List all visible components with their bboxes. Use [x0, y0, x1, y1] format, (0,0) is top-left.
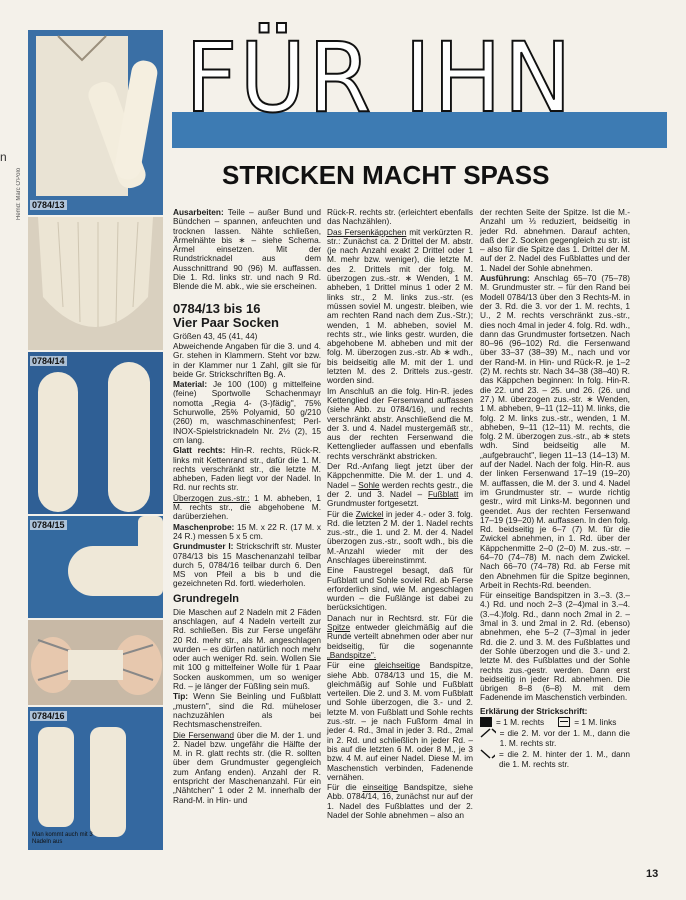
paragraph: Überzogen zus.-str.: 1 M. abheben, 1 M. rechts str., die abgehobene M. darüberziehen. [173, 492, 321, 522]
photo-sock-heel [28, 516, 163, 620]
legend-row: = die 2. M. vor der 1. M., dann die 1. M. rechts str. [480, 728, 630, 748]
paragraph: Eine Faustregel besagt, daß für Fußblatt und Sohle soviel Rd. ab Ferse erforderlich sind, wie M. angeschlagen wurden – die Fußlänge ist dabei zu berücksichtigen. [327, 565, 473, 613]
photo-caption: Man kommt auch mit 3 Nadeln aus [32, 832, 93, 845]
paragraph: Für einseitige Bandspitzen in 3.–3. (3.–4.) Rd. und noch 2–3 (2–4)mal in 3.–4. (3.–4.)folg. Rd., dann noch 2mal in 2. – 3mal in 3. und 2mal in 2. Rd. (ebenso) abnehmen, ehe 5–2 (7–3)mal in jeder Rd. die 2. und 3. M. des Fußblattes und der Sohle überzogen und die 3.- und 2. letzte M. des Fußblattes und der Sohle rechts zus.-gestr. werden. Dann erst beidseitig in jeder Rd. abnehmen. Die übrigen 8–8 (6–8) M. mit dem Fadenende im Maschenstich verbinden. [480, 590, 630, 703]
paragraph: Grundmuster I: Strickschrift str. Muster 0784/13 bis 15 Maschenanzahl teilbar durch 5, 0784/16 teilbar durch 6. Den MS von Pfeil a bis b und die gezeichneten Rd. fortl. wiederholen. [173, 541, 321, 589]
text-column-2 [327, 208, 473, 821]
paragraph: Für eine gleichseitige Bandspitze, siehe Abb. 0784/13 und 15, die M. gleichmäßig auf Sohle und Fußblatt verteilen. Die 2. und 3. M. vom Fußblatt und Sohle überzogen, die 3.- und 2. letzte M. von Fußblatt und Sohle rechts zus.-str. – je nach Fußform 4mal in jeder 4. Rd., 3mal in jeder 3. Rd., 2mal in 2. Rd. und schließlich in jeder Rd. – bis auf die letzten 6 M. oder 8 M., je 3 bzw. 4 M. auf einer Nadel. Diese M. im Maschenstich verbinden, Fadenende vernähen. [327, 660, 473, 782]
cross-back-symbol-icon [480, 749, 495, 759]
photo-label: 0784/15 [32, 520, 65, 530]
photo-knitting-hands [28, 620, 163, 707]
sock-shape [108, 362, 150, 512]
legend-title: Erklärung der Strickschrift: [480, 705, 588, 716]
subsection-heading: Grundregeln [173, 592, 240, 605]
photo-shirt-socks [28, 30, 163, 217]
legend [480, 717, 630, 769]
sock-toe-illustration [28, 217, 163, 350]
paragraph: Danach nur in Rechtsrd. str. Für die Spitze entweder gleichmäßig auf die Runde verteilt abnehmen oder aber nur beidseitig, für die sogenannte „Bandspitze". [327, 612, 473, 660]
photo-label: 0784/13 [32, 200, 65, 210]
legend-row: = die 2. M. hinter der 1. M., dann die 1. M. rechts str. [480, 749, 630, 769]
paragraph: Maschenprobe: 15 M. x 22 R. (17 M. x 24 R.) messen 5 x 5 cm. [173, 521, 321, 541]
page-title: FÜR IHN [185, 22, 574, 134]
page-number: 13 [646, 868, 659, 880]
paragraph: Die Fersenwand über die M. der 1. und 2. Nadel bzw. ungefähr die Hälfte der M. in R. glatt rechts str. (die R. sollten über dem Grundmuster gegengleich zum Anfang enden). Anzahl der R. entspricht der Maschenanzahl. Für ein „Nähtchen" 1 oder 2 M. innerhalb der Rand-M. in Hin- und [173, 729, 321, 805]
shirt-socks-illustration [28, 30, 163, 215]
sock-shape [90, 727, 126, 837]
paragraph: der rechten Seite der Spitze. Ist die M.-Anzahl um ⅓ reduziert, beidseitig in jeder Rd. abnehmen. Darauf achten, daß der 2. Socken gegengleich zu str. ist – also für die Spitze das 1. Drittel der M. auf der 2. Nadel des Fußblattes und der 1. Nadel der Sohle abnehmen. [480, 207, 630, 273]
paragraph: Ausführung: Anschlag 65–70 (75–78) M. Grundmuster str. – für den Rand bei Modell 0784/13 über den 3 Rechts-M. in der 3. Rd. die 3. vor der 1. M. rechts, 1 U., 2 M. rechts verschränkt zus.-str., dies noch 4mal in jeder 4. folg. Rd. wdh., dann das Grundmuster fortsetzen. Nach 80–96 (96–102) Rd. die Fersenwand über 33–37 (38–39) M., nach und vor der Rand-M. in Hin- und Rück-R. je 1–2 (2) M. rechts str. Nach 34–38 (38–40) R. das Käppchen beginnen: In folg. Hin-R. die 22. und 23. – 25. und 26. (26. und 27.) M. überzogen zus.-str. ∗ Wenden, 1 M. abheben, 9–11 (12–11) M. links, die folg. 2 M. links zus.-str., wenden, 1 M. abheben, 9–11 (12–11) M. rechts, die folg. 2 M. überzogen zus.-str., ab ∗ stets wdh. Sind beidseitig alle M. „aufgebraucht", liegen 11–13 (14–13) M. auf der Nadel. Nach der folg. Hin-R. aus der linken Fersenwand 17–19 (19–20) M. auffassen, die M. der 3. und 4. Nadel im Grundmuster str. – wurde richtig gestr., wird mit Links-M. begonnen und geendet. Aus der rechten Fersenwand 17–19 (19–20) M. auffassen. In den folg. Rd. beidseitig je 6–7 (7) M. für die Zwickel abnehmen, in 1. Rd. über der Käppchenmitte 2–0 (2–0) M. zus.-str. – 64–70 (74–78) M. nach dem Zwickel. Nach 66–70 (74–78) Rd. ab Ferse mit den Abnehmen für die Spitze beginnen, Arbeit in Rechts-Rd. beenden. [480, 273, 630, 590]
edge-letter: n [0, 150, 7, 164]
sock-shape [38, 727, 74, 827]
photo-column [28, 30, 163, 850]
photo-ribbed-socks [28, 352, 163, 516]
purl-symbol-icon [558, 717, 570, 727]
sock-shape [138, 516, 163, 576]
paragraph: Abweichende Angaben für die 3. und 4. Gr. stehen in Klammern. Steht vor bzw. in der Klammer nur 1 Zahl, gilt sie für beide Gr. Strickschriften Bg. A. [173, 340, 321, 379]
knit-symbol-icon [480, 717, 492, 727]
paragraph: Das Fersenkäppchen mit verkürzten R. str.: Zunächst ca. 2 Drittel der M. abstr. (je nach Anzahl exakt 2 Drittel oder 1 M. mehr bzw. weniger), die letzte M. des 2. Drittels mit der folg. M. überzogen zus.-str. ∗ Wenden, 1 M. abheben, 1 Drittel minus 1 oder 2 M. links str., 2 M. links zus.-str. (es müssen soviel M. ungestr. bleiben, wie am rechten Rand nach dem Zus.-Str.); wenden, 1 M. abheben, soviel M. rechts str., wie links gestr. wurden, die abgehobene M. abheben und mit der folg. M. überzogen zus.-str. Ab ∗ wdh., bis beidseitig alle M. mit der 1. und letzten M. des 2. Drittels zus.-gestr. worden sind. [327, 226, 473, 386]
paragraph: Größen 43, 45 (41, 44) [173, 330, 258, 341]
paragraph: Der Rd.-Anfang liegt jetzt über der Käppchenmitte. Die M. der 1. und 4. Nadel – Sohle werden rechts gestr., die der 2. und 3. Nadel – Fußblatt im Grundmuster fortgesetzt. [327, 461, 474, 509]
paragraph: Glatt rechts: Hin-R. rechts, Rück-R. links mit Kettenrand str., dafür die 1. M. rechts verschränkt str., die letzte M. abheben, Faden liegt vor der Nadel. In Rd. nur rechts str. [173, 445, 321, 493]
paragraph: Für die einseitige Bandspitze, siehe Abb. 0784/14, 16, zunächst nur auf der 1. Nadel des Fußblattes und der 2. Nadel der Sohle abnehmen – also an [327, 782, 473, 820]
legend-row: = 1 M. rechts = 1 M. links [480, 717, 630, 727]
paragraph: Tip: Wenn Sie Beinling und Fußblatt „mustern", sind die Rd. müheloser nachzuzählen als bei Rechtsmaschenstreifen. [173, 691, 321, 730]
photo-socks-needles [28, 707, 163, 852]
paragraph: Im Anschluß an die folg. Hin-R. jedes Kettenglied der Fersenwand auffassen (siehe Abb. zu 0784/16), und rechts verschränkt abstr. Anschließend die M. der 3. und 4. Nadel mustergemäß str., aus der rechten Fersenwand die Kettenglieder auffassen und ebenfalls rechts verschränkt abstricken. [327, 385, 473, 461]
photo-label: 0784/14 [32, 356, 65, 366]
text-column-3 [480, 208, 630, 770]
paragraph: Ausarbeiten: Teile – außer Bund und Bündchen – spannen, anfeuchten und trocknen lassen. Nähte schließen, Ärmelnähte bis ∗ – siehe Schema. Ärmel einsetzen. Mit der Rundstricknadel aus dem Ausschnittrand 90 (96) M. auffassen. Die 1. Rd. links str. und nach 9 Rd. Blende die M. abk., wie sie erscheinen. [173, 207, 321, 292]
photo-credit: Hemd: Marc O'Polo [16, 167, 22, 220]
page-subtitle: STRICKEN MACHT SPASS [222, 160, 550, 190]
paragraph: Rück-R. rechts str. (erleichtert ebenfalls das Nachzählen). [327, 207, 473, 227]
text-column-1 [173, 208, 321, 806]
knitting-hands-illustration [28, 620, 163, 705]
sock-shape [38, 372, 78, 512]
cross-front-symbol-icon [480, 728, 496, 738]
paragraph: Material: Je 100 (100) g mittelfeine (feine) Sportwolle Schachenmayr nomotta „Regia 4- (3-)fädig", 75% Schurwolle, 25% Polyamid, 50 g/210 (260) m, waschmaschinenfest; Perl-INOX-Spielstricknadeln Nr. 2½ (2), 15 cm lang. [173, 379, 321, 445]
paragraph: Für die Zwickel in jeder 4.- oder 3. folg. Rd. die letzten 2 M. der 1. Nadel rechts zus.-str., die 1. und 2. M. der 4. Nadel überzogen zus.-str., sooft wdh., bis die M.-Anzahl wieder mit der des Anschlages übereinstimmt. [327, 508, 473, 565]
section-heading: 0784/13 bis 16 Vier Paar Socken [173, 300, 279, 330]
paragraph: Die Maschen auf 2 Nadeln mit 2 Fäden anschlagen, auf 4 Nadeln verteilt zur Rd. schließen. Bis zur Ferse ungefähr 20 Rd. mehr str., als M. angeschlagen wurden – es dürfen natürlich noch mehr oder auch weniger Rd. sein. Wollen Sie mit 100 g mittelfeiner Wolle für 1 Paar Socken auskommen, um so weniger Rd. – je länger der Füßling sein muß. [173, 606, 321, 692]
photo-label: 0784/16 [32, 711, 65, 721]
photo-sock-toe [28, 217, 163, 352]
